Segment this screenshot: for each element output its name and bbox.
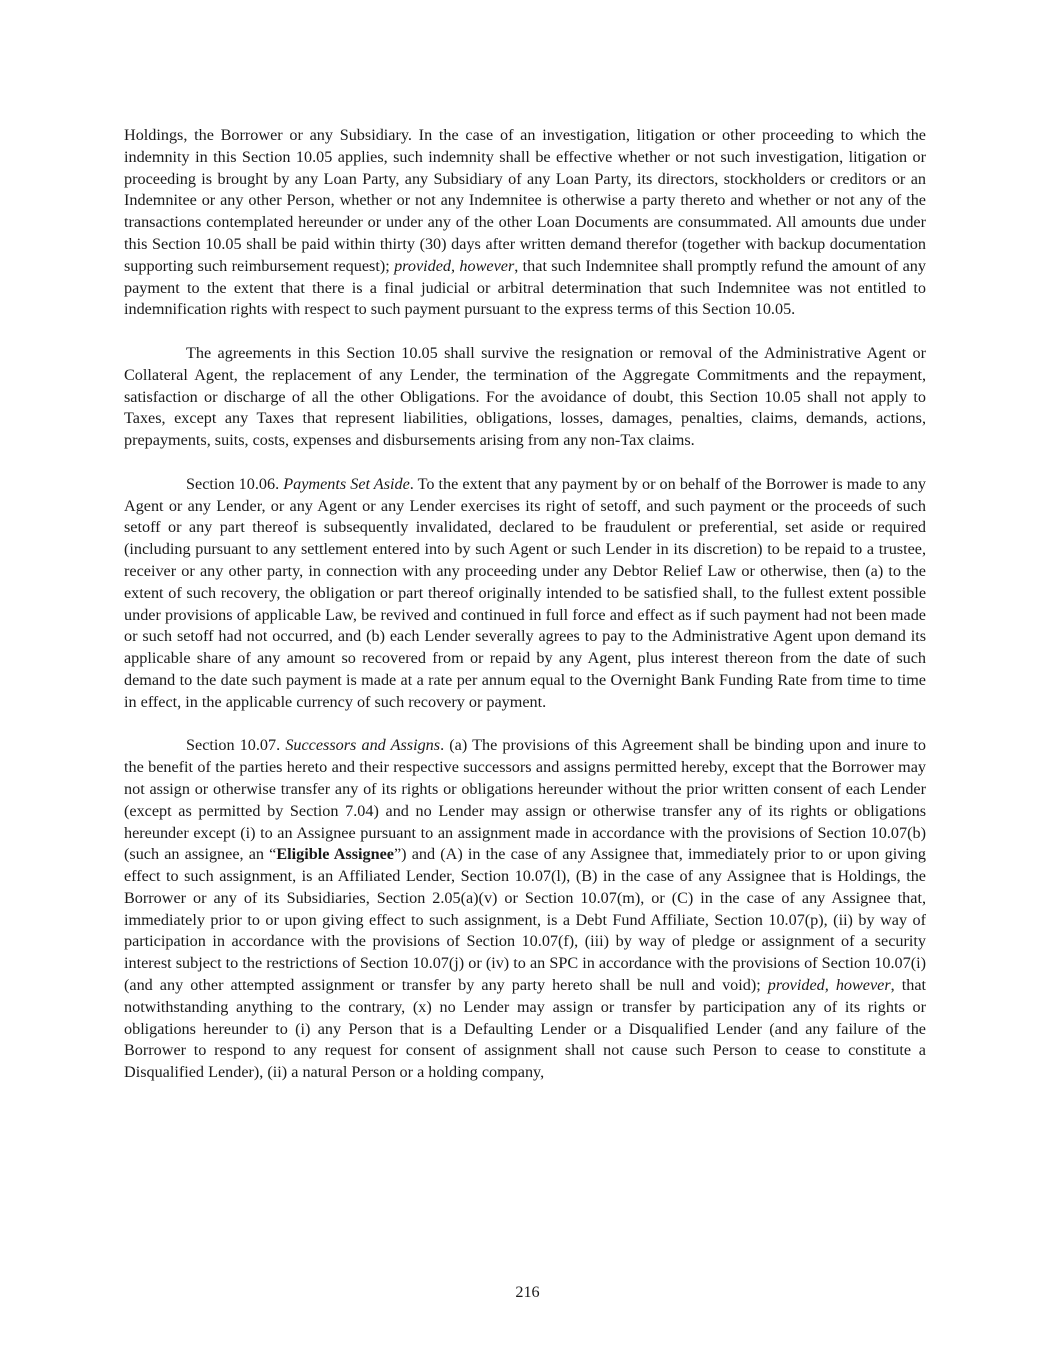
section-heading: Payments Set Aside xyxy=(283,474,410,493)
text-run: ”) and (A) in the case of any Assignee that, immediately prior to or upon giving effect to such assignment, is an Affiliated Lender, Section 10.07(l), (B) in the case of any Assignee that is Holdings, the Borrower or any of its Subsidiaries, Section 2.05(a)(v) or Section 10.07(m), or (C) in the case of any Assignee that, immediately prior to or upon giving effect to such assignment, is a Debt Fund Affiliate, Section 10.07(p), (ii) by way of participation in accordance with the provisions of Section 10.07(f), (iii) by way of pledge or assignment of a security interest subject to the restrictions of Section 10.07(j) or (iv) to an SPC in accordance with the provisions of Section 10.07(i) (and any other attempted assignment or transfer by any party hereto shall be null and void); xyxy=(124,845,926,995)
italic-phrase: provided, however xyxy=(767,976,891,995)
document-body xyxy=(124,125,926,1106)
section-number: Section 10.06. xyxy=(186,474,280,493)
section-number: Section 10.07. xyxy=(186,736,281,755)
paragraph-survival: The agreements in this Section 10.05 shall survive the resignation or removal of the Administrative Agent or Collateral Agent, the replacement of any Lender, the termination of the Aggregate Commitments and the repayment, satisfaction or discharge of all the other Obligations. For the avoidance of doubt, this Section 10.05 shall not apply to Taxes, except any Taxes that represent liabilities, obligations, losses, damages, penalties, claims, demands, actions, prepayments, suits, costs, expenses and disbursements arising from any non-Tax claims. xyxy=(124,343,926,450)
section-heading: Successors and Assigns xyxy=(285,736,441,755)
paragraph-section-10-06 xyxy=(124,474,926,714)
text-run: , that such Indemnitee shall promptly refund the amount of any payment to the extent that there is a final judicial or arbitral determination that such Indemnitee was not entitled to indemnification rights with respect to such payment pursuant to the express terms of this Section 10.05. xyxy=(124,256,926,319)
italic-phrase: provided, however xyxy=(394,256,515,275)
paragraph-section-10-07 xyxy=(124,735,926,1084)
text-run: . To the extent that any payment by or on behalf of the Borrower is made to any Agent or any Lender, or any Agent or any Lender exercises its right of setoff, and such payment or the proceeds of such setoff or any part thereof is subsequently invalidated, declared to be fraudulent or preferential, set aside or required (including pursuant to any settlement entered into by such Agent or such Lender in its discretion) to be repaid to a trustee, receiver or any other party, in connection with any proceeding under any Debtor Relief Law or otherwise, then (a) to the extent of such recovery, the obligation or part thereof originally intended to be satisfied shall, to the fullest extent possible under provisions of applicable Law, be revived and continued in full force and effect as if such payment had not been made or such setoff had not occurred, and (b) each Lender severally agrees to pay to the Administrative Agent upon demand its applicable share of any amount so recovered from or repaid by any Agent, plus interest thereon from the date of such demand to the date such payment is made at a rate per annum equal to the Overnight Bank Funding Rate from time to time in effect, in the applicable currency of such recovery or payment. xyxy=(124,474,927,711)
text-run: , that notwithstanding anything to the contrary, (x) no Lender may assign or transfer by participation any of its rights or obligations hereunder to (i) any Person that is a Defaulting Lender or a Disqualified Lender (and any failure of the Borrower to respond to any request for consent of assignment shall not cause such Person to cease to constitute a Disqualified Lender), (ii) a natural Person or a holding company, xyxy=(124,976,927,1082)
text-run: . (a) The provisions of this Agreement shall be binding upon and inure to the benefit of the parties hereto and their respective successors and assigns permitted hereby, except that the Borrower may not assign or otherwise transfer any of its rights or obligations hereunder without the prior written consent of each Lender (except as permitted by Section 7.04) and no Lender may assign or otherwise transfer any of its rights or obligations hereunder except (i) to an Assignee pursuant to an assignment made in accordance with the provisions of Section 10.07(b) (such an assignee, an “ xyxy=(124,736,927,864)
defined-term: Eligible Assignee xyxy=(276,845,394,864)
page-number: 216 xyxy=(515,1283,540,1301)
paragraph-indemnity-continuation xyxy=(124,125,926,321)
text-run: Holdings, the Borrower or any Subsidiary. In the case of an investigation, litigation or other proceeding to which the indemnity in this Section 10.05 applies, such indemnity shall be effective whether or not such investigation, litigation or proceeding is brought by any Loan Party, any Subsidiary of any Loan Party, its directors, stockholders or creditors or an Indemnitee or any other Person, whether or not any Indemnitee is otherwise a party thereto and whether or not any of the transactions contemplated hereunder or under any of the other Loan Documents are consummated. All amounts due under this Section 10.05 shall be paid within thirty (30) days after written demand therefor (together with backup documentation supporting such reimbursement request); xyxy=(124,126,926,275)
